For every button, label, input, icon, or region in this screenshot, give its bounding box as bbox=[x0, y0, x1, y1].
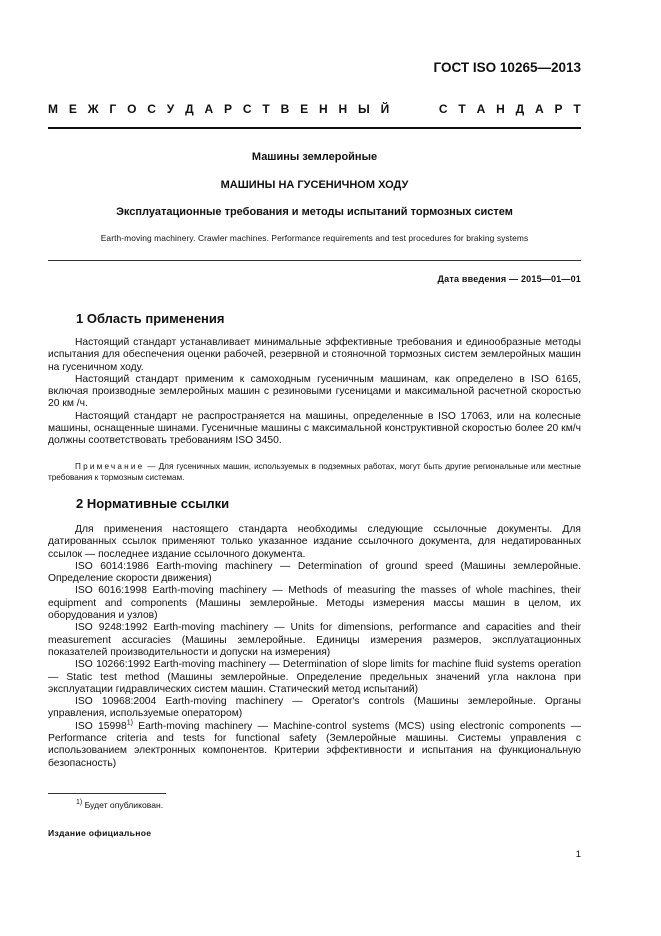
footnote-rule bbox=[48, 793, 166, 794]
banner-letter: В bbox=[280, 102, 290, 116]
english-title: Earth-moving machinery. Crawler machines. Performance requirements and test procedures for braking systems bbox=[100, 233, 529, 243]
banner-letter: С bbox=[438, 102, 448, 116]
section-1-paragraph: Настоящий стандарт устанавливает минимальные эффективные требования и единообразные методы испытания для обеспечения оценки рабочей, резервной и стояночной тормозных систем землеройных машин на гусеничном ходу. bbox=[48, 337, 581, 373]
intro-date: Дата введения — 2015—01—01 bbox=[437, 274, 581, 284]
banner-letter: Ы bbox=[357, 102, 370, 116]
interstate-standard-banner bbox=[48, 102, 581, 116]
banner-letter: Р bbox=[224, 102, 233, 116]
section-1-note bbox=[48, 461, 581, 483]
banner-letter: Н bbox=[318, 102, 328, 116]
title-line-1: Машины землеройные bbox=[251, 151, 378, 163]
banner-letter: Т bbox=[262, 102, 270, 116]
title-rule bbox=[48, 260, 581, 261]
banner-letter: С bbox=[147, 102, 156, 116]
note-text: — Для гусеничных машин, используемых в подземных работах, могут быть другие региональные или местные требования к тормозным системам. bbox=[48, 462, 581, 482]
banner-letter: С bbox=[242, 102, 252, 116]
banner-letter: Р bbox=[554, 102, 563, 116]
footnote bbox=[76, 800, 163, 810]
reference-item: ISO 9248:1992 Earth-moving machinery — Units for dimensions, performance and capacities and their measurement accuracies (Машины землеройные. Единицы измерения размеров, эксплуатационных показателей производительности и допуски на измерения) bbox=[48, 622, 581, 658]
section-1-heading: 1 Область применения bbox=[76, 311, 225, 326]
banner-letter: Е bbox=[68, 102, 77, 116]
section-2-heading: 2 Нормативные ссылки bbox=[76, 496, 230, 511]
footnote-mark: 1) bbox=[76, 799, 83, 807]
banner-letter: Д bbox=[515, 102, 525, 116]
reference-code: ISO 15998 bbox=[75, 720, 127, 732]
footnote-ref: 1) bbox=[126, 719, 133, 727]
section-1-paragraph: Настоящий стандарт применим к самоходным гусеничным машинам, как определено в ISO 6165, включая производные землеройных машин с резиновыми гусеницами и максимальной расчетной скоростью 20 км /ч. bbox=[48, 373, 581, 410]
banner-letter: О bbox=[127, 102, 137, 116]
banner-letter: Е bbox=[300, 102, 309, 116]
banner-letter: У bbox=[166, 102, 175, 116]
section-1-body bbox=[48, 337, 581, 448]
section-2-body bbox=[48, 524, 581, 770]
gost-code: ГОСТ ISO 10265—2013 bbox=[433, 60, 581, 75]
banner-letter: Й bbox=[380, 102, 390, 116]
banner-letter: А bbox=[204, 102, 214, 116]
title-line-3: Эксплуатационные требования и методы испытаний тормозных систем bbox=[116, 206, 513, 218]
banner-letter: А bbox=[476, 102, 486, 116]
banner-letter: Т bbox=[573, 102, 581, 116]
official-edition-label: Издание официальное bbox=[48, 828, 152, 838]
top-rule bbox=[48, 127, 581, 129]
reference-item: ISO 10968:2004 Earth-moving machinery — Operator's controls (Машины землеройные. Органы управления, используемые оператором) bbox=[48, 696, 581, 720]
banner-letter: Д bbox=[185, 102, 194, 116]
note-label: Примечание bbox=[75, 462, 145, 471]
title-line-2: МАШИНЫ НА ГУСЕНИЧНОМ ХОДУ bbox=[220, 179, 409, 191]
banner-letter: Н bbox=[338, 102, 348, 116]
reference-text: Earth-moving machinery — Machine-control systems (MCS) using electronic components — Performance criteria and tests for functional safety (Землеройные машины. Системы управления с использованием электронных компонентов. Критерии эффективности и испытания на функциональную безопасность) bbox=[48, 720, 582, 769]
reference-item: ISO 6016:1998 Earth-moving machinery — Methods of measuring the masses of whole machines, their equipment and components (Машины землеройные. Методы измерения массы машин в целом, их оборудования и узлов) bbox=[48, 585, 581, 622]
reference-item: ISO 10266:1992 Earth-moving machinery — Determination of slope limits for machine fluid systems operation — Static test method (Машины землеройные. Определение предельных значений угла наклона при эксплуатации гидравлических систем машин. Статический метод испытаний) bbox=[48, 659, 581, 695]
section-1-paragraph: Настоящий стандарт не распространяется на машины, определенные в ISO 17063, или на колесные машины, оснащенные шинами. Гусеничные машины с максимальной конструктивной скоростью более 20 км/ч должны соответствовать требованиям ISO 3450. bbox=[48, 410, 581, 447]
banner-letter: А bbox=[535, 102, 544, 116]
banner-gap bbox=[400, 102, 428, 116]
banner-letter: Н bbox=[496, 102, 505, 116]
banner-letter: Ж bbox=[87, 102, 99, 116]
reference-item: ISO 6014:1986 Earth-moving machinery — Determination of ground speed (Машины землеройные. Определение скорости движения) bbox=[48, 560, 581, 585]
banner-letter: Г bbox=[109, 102, 117, 116]
banner-letter: Т bbox=[458, 102, 466, 116]
reference-item bbox=[48, 721, 581, 770]
section-2-intro: Для применения настоящего стандарта необходимы следующие ссылочные документы. Для датированных ссылок применяют только указанное издание ссылочного документа, для недатированных ссылок — последнее издание ссылочного документа. bbox=[48, 524, 581, 560]
banner-letter: М bbox=[48, 102, 58, 116]
page-number: 1 bbox=[575, 849, 581, 860]
footnote-text: Будет опубликован. bbox=[82, 800, 164, 810]
